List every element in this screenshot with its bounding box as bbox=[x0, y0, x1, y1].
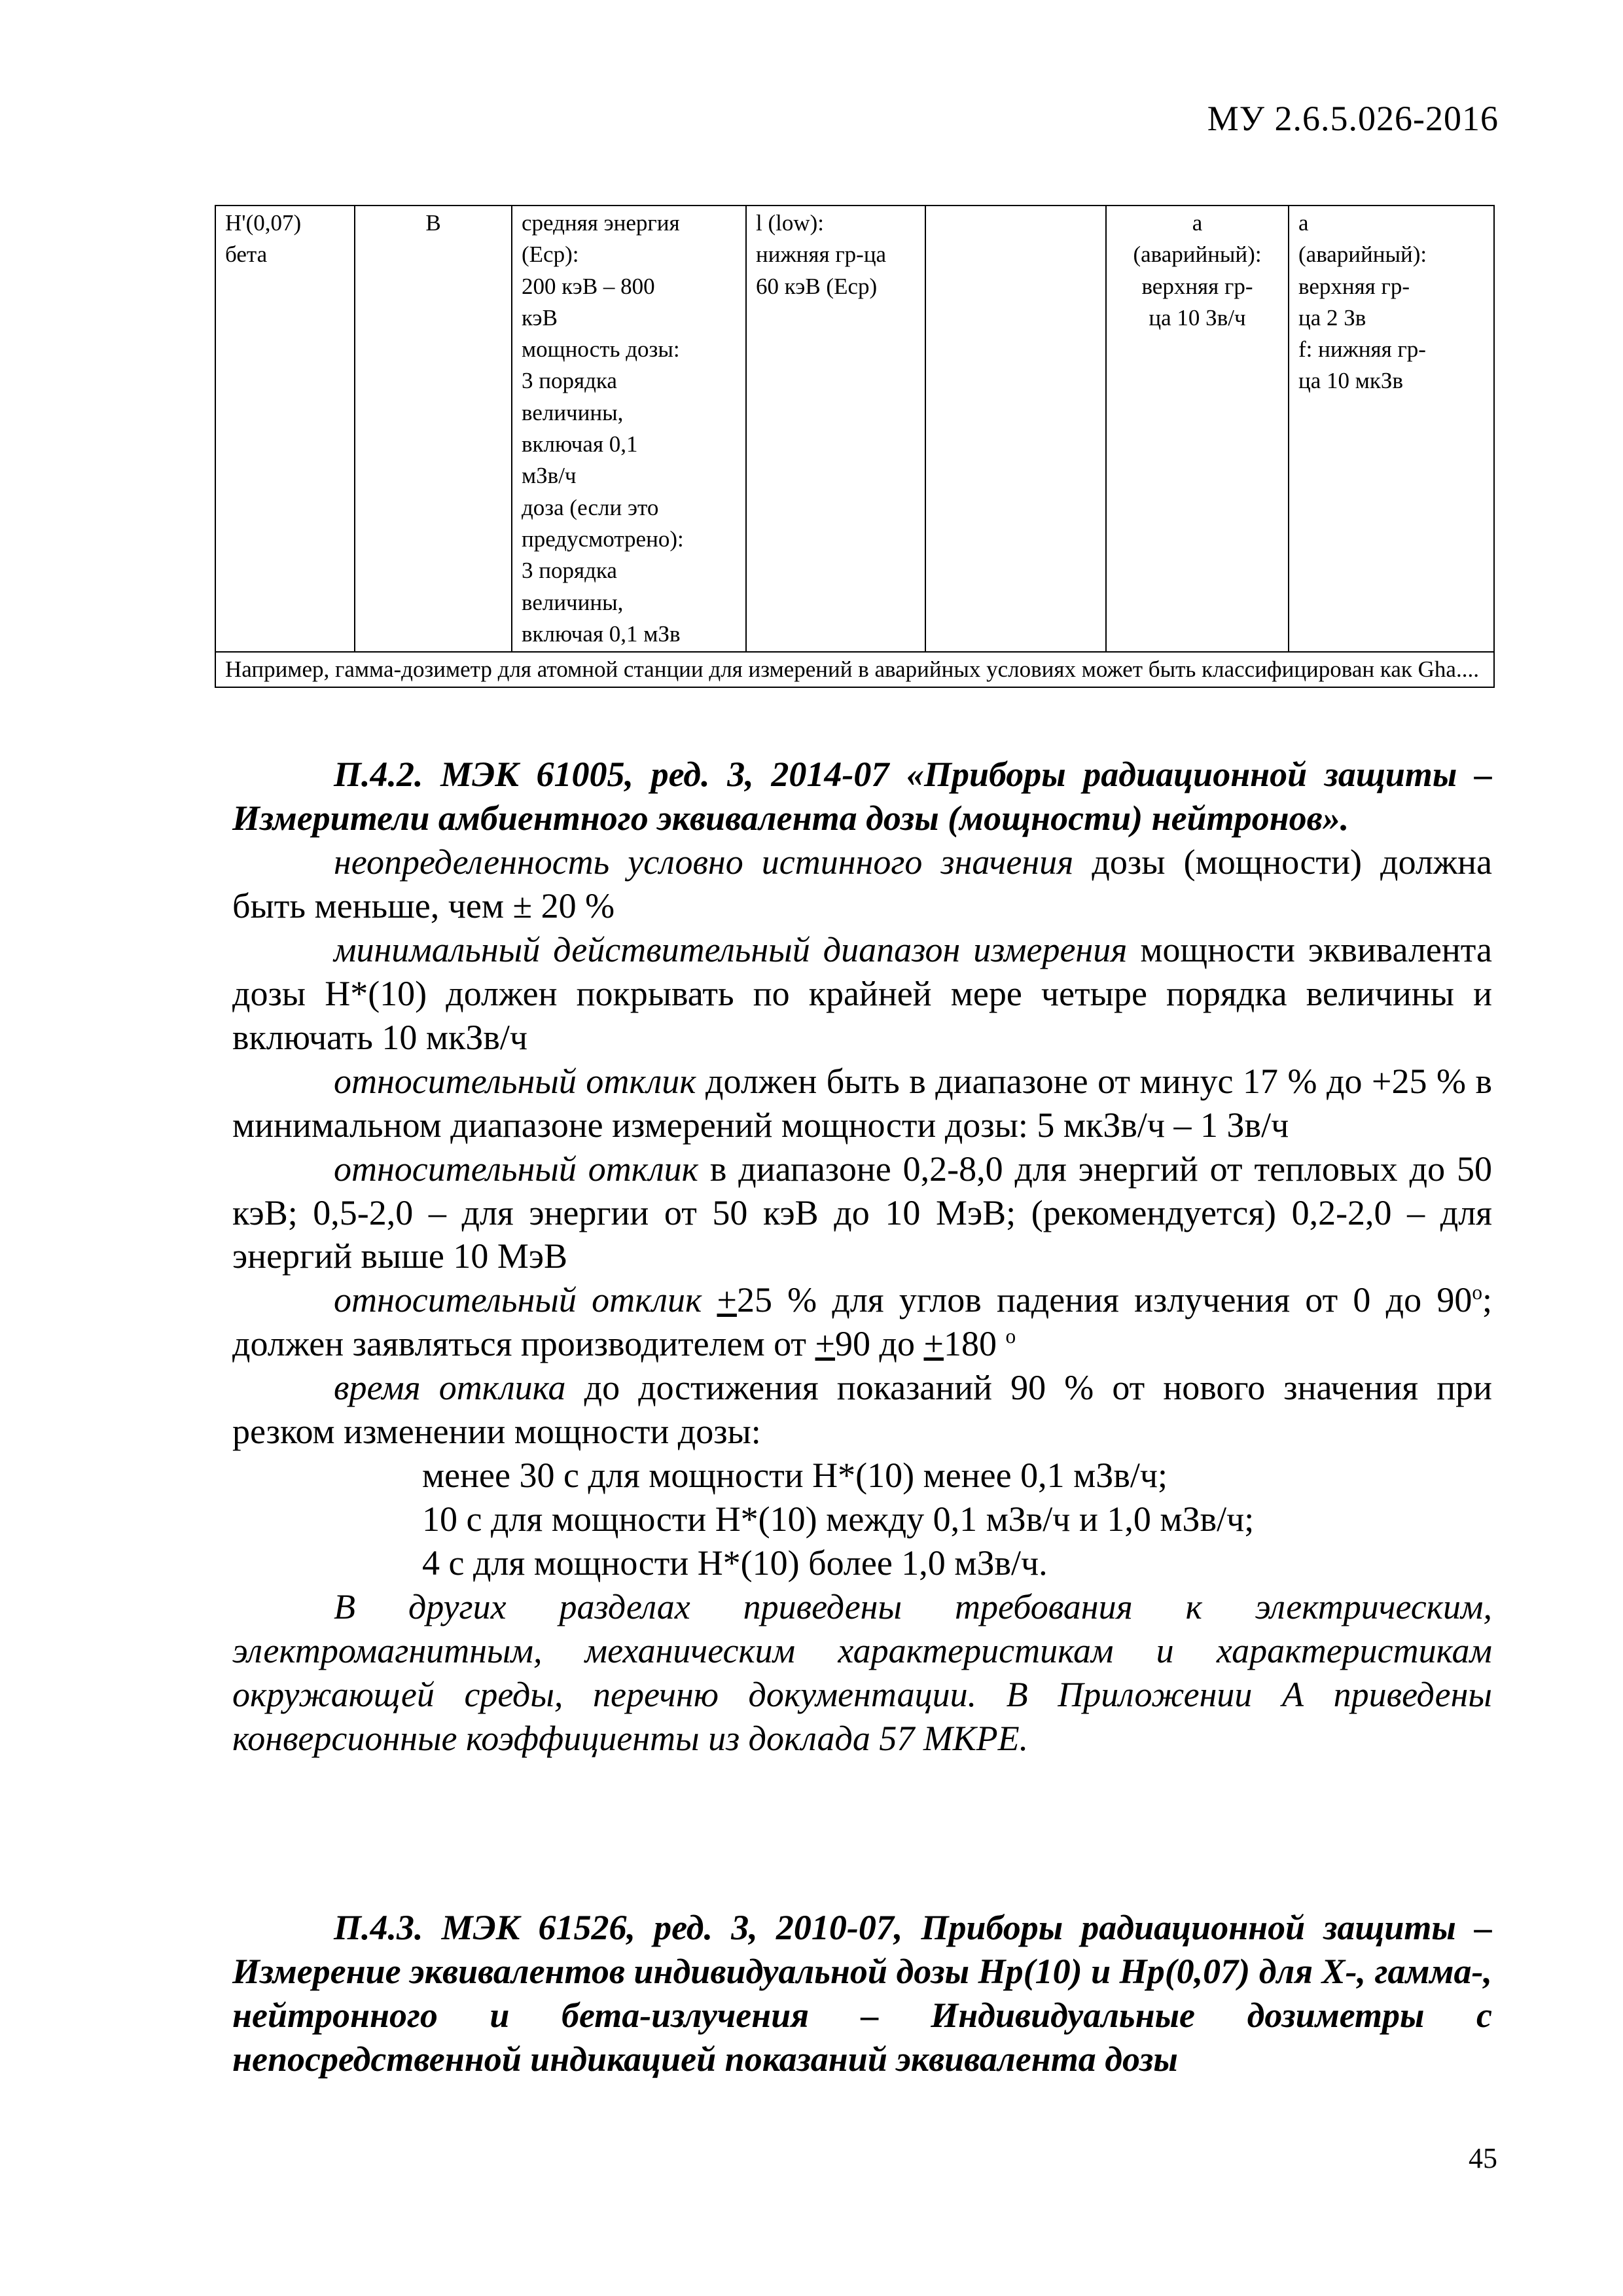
term: относительный отклик bbox=[334, 1149, 698, 1189]
specification-table bbox=[215, 205, 1495, 688]
cell-quantity: Н'(0,07) бета bbox=[215, 206, 355, 652]
list-item: менее 30 с для мощности Н*(10) менее 0,1 мЗв/ч; bbox=[422, 1456, 1168, 1496]
document-code: МУ 2.6.5.026-2016 bbox=[1207, 99, 1499, 138]
paragraph-text: ; должен заявляться производителем от bbox=[232, 1280, 1493, 1364]
table-row bbox=[215, 206, 1494, 652]
cell-low-limit: l (low): нижняя гр-ца 60 кэВ (Eср) bbox=[746, 206, 925, 652]
table-note: Например, гамма-дозиметр для атомной станции для измерений в аварийных условиях может быть классифицирован как Gha.... bbox=[215, 652, 1494, 687]
term: минимальный действительный диапазон измерения bbox=[334, 929, 1128, 969]
section-heading: П.4.3. МЭК 61526, ред. 3, 2010-07, Приборы радиационной защиты – Измерение эквивалентов индивидуальной дозы Нр(10) и Нр(0,07) для Х-, гамма-, нейтронного и бета-излучения – Индивидуальные дозиметры с непосредственной индикацией показаний эквивалента дозы bbox=[232, 1908, 1492, 2079]
cell-energy-range: средняя энергия (Eср): 200 кэВ – 800 кэВ мощность дозы: 3 порядка величины, включая 0,1 мЗв/ч доза (если это предусмотрено): 3 порядка величины, включая 0,1 мЗв bbox=[512, 206, 746, 652]
section-heading: П.4.2. МЭК 61005, ред. 3, 2014-07 «Приборы радиационной защиты – Измерители амбиентного эквивалента дозы (мощности) нейтронов». bbox=[232, 755, 1492, 838]
cell-dose-emergency: a (аварийный): верхняя гр- ца 2 Зв f: нижняя гр- ца 10 мкЗв bbox=[1289, 206, 1494, 652]
plus-minus-sign: + bbox=[815, 1324, 835, 1364]
cell-rate-emergency: a (аварийный): верхняя гр- ца 10 Зв/ч bbox=[1106, 206, 1289, 652]
list-item: 4 с для мощности Н*(10) более 1,0 мЗв/ч. bbox=[422, 1543, 1048, 1583]
paragraph bbox=[232, 1060, 1492, 1147]
term: неопределенность условно истинного значения bbox=[334, 842, 1074, 882]
term: время отклика bbox=[334, 1368, 566, 1408]
term: относительный отклик bbox=[334, 1280, 702, 1320]
paragraph-text: в диапазоне 0,2-8,0 для энергий от тепловых до 50 кэВ; 0,5-2,0 – для энергии от 50 кэВ до 10 МэВ; (рекомендуется) 0,2-2,0 – для энергий выше 10 МэВ bbox=[232, 1149, 1493, 1276]
paragraph-text: дозы (мощности) должна быть меньше, чем ± 20 % bbox=[232, 842, 1492, 925]
paragraph bbox=[232, 840, 1492, 928]
list-item: 10 с для мощности Н*(10) между 0,1 мЗв/ч и 1,0 мЗв/ч; bbox=[422, 1499, 1255, 1539]
paragraph-text: 180 bbox=[943, 1324, 997, 1364]
paragraph bbox=[232, 1147, 1492, 1279]
table-note-row bbox=[215, 652, 1494, 687]
paragraph-text: 90 до bbox=[835, 1324, 924, 1364]
plus-minus-sign: + bbox=[717, 1280, 737, 1320]
paragraph bbox=[232, 1366, 1492, 1454]
degree-sign: о bbox=[1005, 1325, 1016, 1348]
section-4-2 bbox=[232, 753, 1492, 1761]
cell-empty bbox=[925, 206, 1106, 652]
paragraph-text: 25 % для углов падения излучения от 0 до 90 bbox=[736, 1280, 1472, 1320]
degree-sign: о bbox=[1472, 1281, 1482, 1304]
paragraph: В других разделах приведены требования к электрическим, электромагнитным, механическим характеристикам и характеристикам окружающей среды, перечню документации. В Приложении А приведены конверсионные коэффициенты из доклада 57 МКРЕ. bbox=[232, 1587, 1492, 1758]
paragraph-text: до достижения показаний 90 % от нового значения при резком изменении мощности дозы: bbox=[232, 1368, 1492, 1452]
paragraph-text: должен быть в диапазоне от минус 17 % до +25 % в минимальном диапазоне измерений мощности дозы: 5 мкЗв/ч – 1 Зв/ч bbox=[232, 1061, 1493, 1145]
paragraph-text: мощности эквивалента дозы Н*(10) должен покрывать по крайней мере четыре порядка величины и включать 10 мкЗв/ч bbox=[232, 929, 1492, 1057]
term: относительный отклик bbox=[334, 1061, 696, 1101]
paragraph bbox=[232, 1278, 1492, 1366]
plus-minus-sign: + bbox=[923, 1324, 944, 1364]
cell-radiation: В bbox=[355, 206, 512, 652]
section-4-3 bbox=[232, 1906, 1492, 2081]
page-number: 45 bbox=[1469, 2142, 1497, 2174]
paragraph bbox=[232, 928, 1492, 1060]
